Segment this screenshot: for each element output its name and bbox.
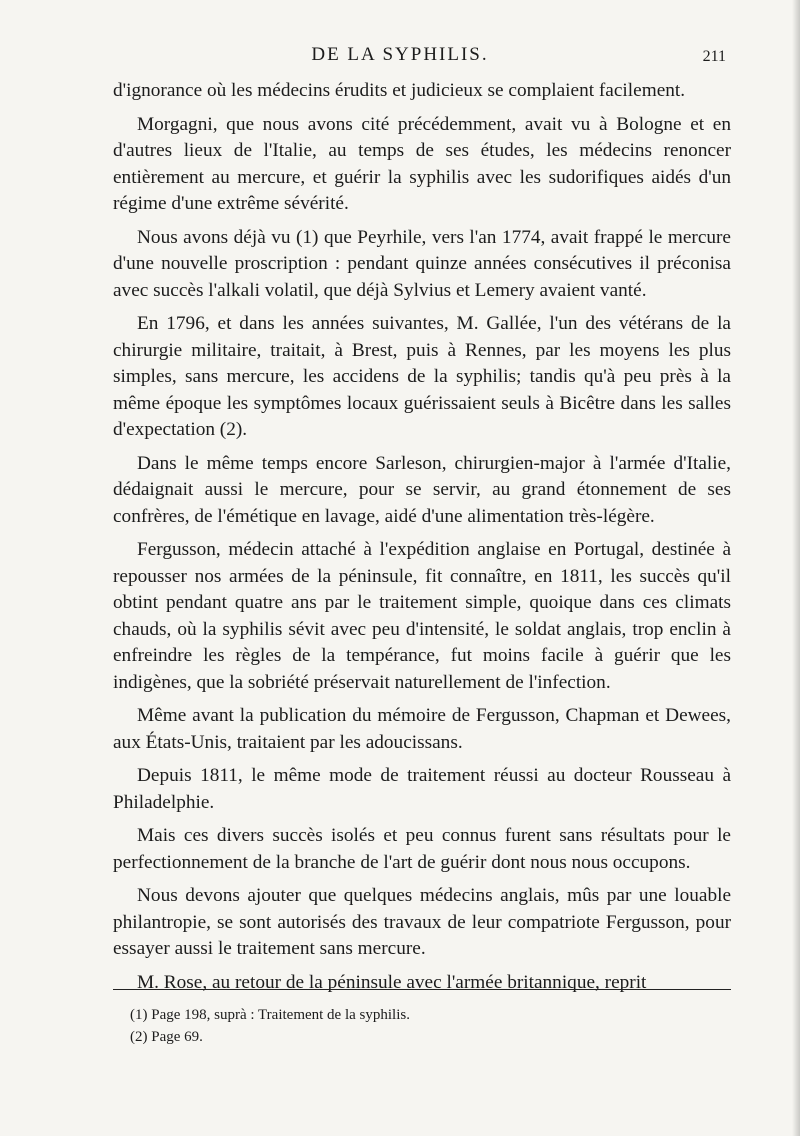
body-text [113,78,731,1003]
paragraph: En 1796, et dans les années suivantes, M. Gallée, l'un des vétérans de la chirurgie militaire, traitait, à Brest, puis à Rennes, par les moyens les plus simples, sans mercure, les accidens de la syphilis; tandis qu'à peu près à la même époque les symptômes locaux guérissaient seuls à Bicêtre dans les salles d'expectation (2). [113,313,731,440]
footnote: (2) Page 69. [130,1029,203,1045]
paragraph: Nous devons ajouter que quelques médecins anglais, mûs par une louable philantropie, se sont autorisés des travaux de leur compatriote Fergusson, pour essayer aussi le traitement sans mercure. [113,885,731,959]
paragraph: d'ignorance où les médecins érudits et judicieux se complaient facilement. [113,80,686,101]
paragraph: Mais ces divers succès isolés et peu connus furent sans résultats pour le perfectionnement de la branche de l'art de guérir dont nous nous occupons. [113,825,731,873]
paragraph: Fergusson, médecin attaché à l'expédition anglaise en Portugal, destinée à repousser nos armées de la péninsule, fit connaître, en 1811, les succès qu'il obtint pendant quatre ans par le traitement simple, quoique dans ces climats chauds, où la syphilis sévit avec peu d'intensité, le soldat anglais, trop enclin à enfreindre les règles de la tempérance, fut moins facile à guérir que les indigènes, que la sobriété préservait naturellement de l'infection. [113,539,731,693]
footnote: (1) Page 198, suprà : Traitement de la syphilis. [130,1007,410,1023]
footnote-rule [113,989,731,990]
page-number: 211 [702,48,726,65]
paragraph: Dans le même temps encore Sarleson, chirurgien-major à l'armée d'Italie, dédaignait aussi le mercure, pour se servir, au grand étonnement de ses confrères, de l'émétique en lavage, aidé d'une alimentation très-légère. [113,452,731,527]
page-edge-shadow [792,0,800,1136]
paragraph: Même avant la publication du mémoire de Fergusson, Chapman et Dewees, aux États-Unis, traitaient par les adoucissans. [113,705,731,753]
running-head [0,44,800,74]
footnotes [130,1004,730,1048]
running-title: DE LA SYPHILIS. [311,44,489,65]
paragraph: Depuis 1811, le même mode de traitement réussi au docteur Rousseau à Philadelphie. [113,765,731,813]
paragraph: M. Rose, au retour de la péninsule avec l'armée britannique, reprit [137,971,647,993]
paragraph: Nous avons déjà vu (1) que Peyrhile, vers l'an 1774, avait frappé le mercure d'une nouvelle proscription : pendant quinze années consécutives il préconisa avec succès l'alkali volatil, que déjà Sylvius et Lemery avaient vanté. [113,226,731,301]
paragraph: Morgagni, que nous avons cité précédemment, avait vu à Bologne et en d'autres lieux de l'Italie, au temps de ses études, les médecins renoncer entièrement au mercure, et guérir la syphilis avec les sudorifiques aidés d'un régime d'une extrême sévérité. [113,113,731,214]
